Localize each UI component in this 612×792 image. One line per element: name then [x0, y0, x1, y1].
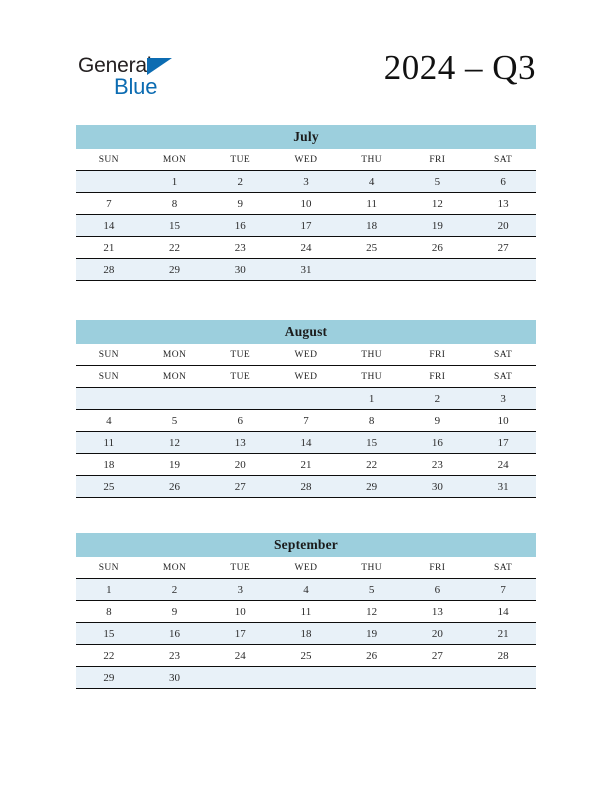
day-cell[interactable]: 17: [470, 432, 536, 454]
weekday-header-august: [76, 344, 536, 388]
day-cell[interactable]: 7: [470, 579, 536, 601]
day-cell[interactable]: [207, 388, 273, 410]
day-cell[interactable]: 9: [207, 193, 273, 215]
day-cell[interactable]: 29: [76, 667, 142, 689]
week-row: [76, 623, 536, 645]
day-cell[interactable]: 15: [339, 432, 405, 454]
day-cell[interactable]: 10: [207, 601, 273, 623]
month-grid-july: [76, 149, 536, 281]
weekday-sun: SUN: [76, 344, 142, 366]
brand-name-blue: Blue: [114, 74, 158, 99]
day-cell[interactable]: 11: [273, 601, 339, 623]
day-cell[interactable]: 22: [339, 454, 405, 476]
brand-name-general: General: [78, 54, 152, 77]
day-cell[interactable]: 26: [142, 476, 208, 498]
day-cell[interactable]: 14: [273, 432, 339, 454]
day-cell[interactable]: 21: [470, 623, 536, 645]
day-cell[interactable]: 16: [405, 432, 471, 454]
day-cell[interactable]: 3: [273, 171, 339, 193]
day-cell[interactable]: 19: [405, 215, 471, 237]
weekday-mon: MON: [142, 344, 208, 366]
day-cell[interactable]: 8: [142, 193, 208, 215]
day-cell[interactable]: 6: [405, 579, 471, 601]
day-cell[interactable]: 10: [470, 410, 536, 432]
month-title-september: September: [76, 533, 536, 557]
weekday-wed: WED: [273, 149, 339, 171]
day-cell[interactable]: 14: [76, 215, 142, 237]
weekday-tue: TUE: [207, 366, 273, 388]
day-cell[interactable]: 4: [76, 410, 142, 432]
day-cell[interactable]: 25: [273, 645, 339, 667]
day-cell[interactable]: 23: [405, 454, 471, 476]
week-row: [76, 237, 536, 259]
day-cell[interactable]: 27: [207, 476, 273, 498]
month-title-july: July: [76, 125, 536, 149]
day-cell[interactable]: 25: [339, 237, 405, 259]
weekday-wed: WED: [273, 344, 339, 366]
day-cell[interactable]: 28: [470, 645, 536, 667]
week-rows-september: [76, 579, 536, 689]
day-cell[interactable]: 3: [470, 388, 536, 410]
day-cell[interactable]: 11: [76, 432, 142, 454]
week-row: [76, 171, 536, 193]
day-cell[interactable]: 15: [76, 623, 142, 645]
day-cell[interactable]: 17: [207, 623, 273, 645]
day-cell[interactable]: 31: [470, 476, 536, 498]
month-block-july: [76, 125, 536, 281]
day-cell[interactable]: 29: [339, 476, 405, 498]
day-cell[interactable]: 28: [273, 476, 339, 498]
day-cell[interactable]: 10: [273, 193, 339, 215]
day-cell[interactable]: 15: [142, 215, 208, 237]
weekday-thu: THU: [339, 149, 405, 171]
weekday-thu: THU: [339, 366, 405, 388]
week-rows-august: [76, 388, 536, 498]
week-row: [76, 645, 536, 667]
page-title: 2024 – Q3: [383, 48, 536, 87]
weekday-thu: THU: [339, 557, 405, 579]
weekday-header-row: [76, 344, 536, 366]
week-row: [76, 259, 536, 281]
week-row: [76, 454, 536, 476]
week-row: [76, 476, 536, 498]
day-cell[interactable]: 17: [273, 215, 339, 237]
day-cell[interactable]: 23: [142, 645, 208, 667]
day-cell[interactable]: 29: [142, 259, 208, 281]
day-cell[interactable]: 13: [207, 432, 273, 454]
week-rows-july: [76, 171, 536, 281]
day-cell[interactable]: 14: [470, 601, 536, 623]
day-cell[interactable]: [405, 667, 471, 689]
week-row: [76, 215, 536, 237]
day-cell[interactable]: 1: [76, 579, 142, 601]
day-cell[interactable]: 12: [142, 432, 208, 454]
day-cell[interactable]: 1: [339, 388, 405, 410]
day-cell[interactable]: [405, 259, 471, 281]
week-row: [76, 667, 536, 689]
day-cell[interactable]: 5: [405, 171, 471, 193]
weekday-header-september: [76, 557, 536, 579]
weekday-header-row-duplicate: [76, 366, 536, 388]
page-header: [0, 0, 612, 120]
month-block-august: [76, 320, 536, 498]
day-cell[interactable]: [470, 667, 536, 689]
weekday-header-july: [76, 149, 536, 171]
weekday-sun: SUN: [76, 366, 142, 388]
month-grid-september: [76, 557, 536, 689]
day-cell[interactable]: 16: [207, 215, 273, 237]
weekday-header-row: [76, 149, 536, 171]
day-cell[interactable]: 27: [405, 645, 471, 667]
week-row: [76, 410, 536, 432]
weekday-tue: TUE: [207, 149, 273, 171]
day-cell[interactable]: 2: [142, 579, 208, 601]
day-cell[interactable]: 5: [339, 579, 405, 601]
weekday-sun: SUN: [76, 557, 142, 579]
day-cell[interactable]: 24: [207, 645, 273, 667]
day-cell[interactable]: 26: [405, 237, 471, 259]
weekday-sun: SUN: [76, 149, 142, 171]
day-cell[interactable]: [339, 259, 405, 281]
weekday-sat: SAT: [470, 149, 536, 171]
day-cell[interactable]: 4: [339, 171, 405, 193]
day-cell[interactable]: [76, 388, 142, 410]
day-cell[interactable]: 20: [470, 215, 536, 237]
day-cell[interactable]: 18: [339, 215, 405, 237]
day-cell[interactable]: [339, 667, 405, 689]
weekday-mon: MON: [142, 149, 208, 171]
day-cell[interactable]: [142, 388, 208, 410]
day-cell[interactable]: 12: [405, 193, 471, 215]
brand-triangle-icon: [147, 58, 172, 75]
weekday-fri: FRI: [405, 557, 471, 579]
month-title-august: August: [76, 320, 536, 344]
weekday-mon: MON: [142, 557, 208, 579]
day-cell[interactable]: 31: [273, 259, 339, 281]
day-cell[interactable]: 1: [142, 171, 208, 193]
week-row: [76, 193, 536, 215]
day-cell[interactable]: 13: [405, 601, 471, 623]
day-cell[interactable]: 18: [273, 623, 339, 645]
weekday-tue: TUE: [207, 344, 273, 366]
day-cell[interactable]: 21: [76, 237, 142, 259]
day-cell[interactable]: 2: [207, 171, 273, 193]
day-cell[interactable]: [207, 667, 273, 689]
day-cell[interactable]: 24: [470, 454, 536, 476]
day-cell[interactable]: 22: [76, 645, 142, 667]
day-cell[interactable]: 20: [207, 454, 273, 476]
day-cell[interactable]: 25: [76, 476, 142, 498]
weekday-header-row: [76, 557, 536, 579]
weekday-wed: WED: [273, 557, 339, 579]
week-row: [76, 601, 536, 623]
day-cell[interactable]: 22: [142, 237, 208, 259]
day-cell[interactable]: 18: [76, 454, 142, 476]
day-cell[interactable]: 26: [339, 645, 405, 667]
day-cell[interactable]: 6: [470, 171, 536, 193]
day-cell[interactable]: 8: [339, 410, 405, 432]
day-cell[interactable]: 24: [273, 237, 339, 259]
day-cell[interactable]: 30: [142, 667, 208, 689]
day-cell[interactable]: 2: [405, 388, 471, 410]
day-cell[interactable]: 19: [142, 454, 208, 476]
day-cell[interactable]: 11: [339, 193, 405, 215]
brand-logo: [78, 55, 198, 105]
weekday-sat: SAT: [470, 557, 536, 579]
weekday-tue: TUE: [207, 557, 273, 579]
day-cell[interactable]: 12: [339, 601, 405, 623]
day-cell[interactable]: [76, 171, 142, 193]
weekday-mon: MON: [142, 366, 208, 388]
day-cell[interactable]: 16: [142, 623, 208, 645]
weekday-fri: FRI: [405, 149, 471, 171]
day-cell[interactable]: [273, 667, 339, 689]
day-cell[interactable]: 5: [142, 410, 208, 432]
day-cell[interactable]: 9: [142, 601, 208, 623]
day-cell[interactable]: 23: [207, 237, 273, 259]
day-cell[interactable]: 8: [76, 601, 142, 623]
weekday-sat: SAT: [470, 344, 536, 366]
day-cell[interactable]: 21: [273, 454, 339, 476]
day-cell[interactable]: 6: [207, 410, 273, 432]
month-block-september: [76, 533, 536, 689]
day-cell[interactable]: 20: [405, 623, 471, 645]
day-cell[interactable]: 13: [470, 193, 536, 215]
day-cell[interactable]: 30: [405, 476, 471, 498]
week-row: [76, 388, 536, 410]
weekday-fri: FRI: [405, 344, 471, 366]
week-row: [76, 579, 536, 601]
day-cell[interactable]: [470, 259, 536, 281]
week-row: [76, 432, 536, 454]
day-cell[interactable]: 27: [470, 237, 536, 259]
weekday-wed: WED: [273, 366, 339, 388]
weekday-fri: FRI: [405, 366, 471, 388]
day-cell[interactable]: 19: [339, 623, 405, 645]
day-cell[interactable]: 28: [76, 259, 142, 281]
weekday-thu: THU: [339, 344, 405, 366]
day-cell[interactable]: 4: [273, 579, 339, 601]
day-cell[interactable]: 30: [207, 259, 273, 281]
day-cell[interactable]: 7: [76, 193, 142, 215]
weekday-sat: SAT: [470, 366, 536, 388]
day-cell[interactable]: [273, 388, 339, 410]
day-cell[interactable]: 7: [273, 410, 339, 432]
day-cell[interactable]: 3: [207, 579, 273, 601]
month-grid-august: [76, 344, 536, 498]
day-cell[interactable]: 9: [405, 410, 471, 432]
